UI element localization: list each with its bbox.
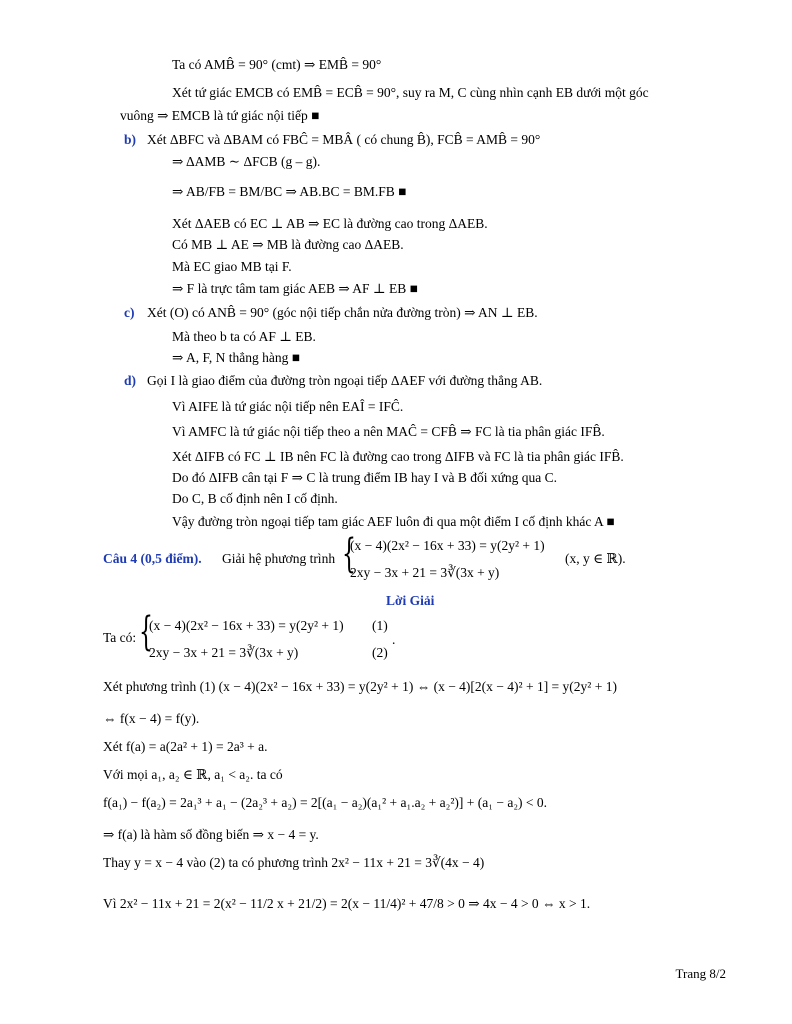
solution-step-7: Thay y = x − 4 vào (2) ta có phương trình 2x² − 11x + 21 = 3∛(4x − 4) — [103, 855, 485, 870]
part-a-line-2: Xét tứ giác EMCB có EMB̂ = ECB̂ = 90°, suy ra M, C cùng nhìn cạnh EB dưới một góc — [172, 85, 649, 100]
left-brace-icon: { — [342, 531, 356, 577]
solution-eq-1: (x − 4)(2x² − 16x + 33) = y(2y² + 1) — [149, 618, 344, 633]
solution-dot: . — [392, 632, 396, 647]
part-c-label: c) — [124, 305, 135, 320]
solution-step-3: Xét f(a) = a(2a² + 1) = 2a³ + a. — [103, 739, 268, 754]
question-4-title: Câu 4 (0,5 điểm). — [103, 551, 202, 566]
solution-step-4: Với mọi a₁, a₂ ∈ ℝ, a₁ < a₂. ta có — [103, 767, 283, 782]
part-b-line-6: Mà EC giao MB tại F. — [172, 259, 292, 274]
question-4-eq-1: (x − 4)(2x² − 16x + 33) = y(2y² + 1) — [350, 538, 545, 553]
solution-ta-co: Ta có: — [103, 630, 137, 645]
part-d-line-3: Vì AMFC là tứ giác nội tiếp theo a nên MAĈ = CFB̂ ⇒ FC là tia phân giác IFB̂. — [172, 424, 605, 439]
part-d-line-5: Do đó ΔIFB cân tại F ⇒ C là trung điểm IB hay I và B đối xứng qua C. — [172, 470, 558, 485]
part-c-line-3: ⇒ A, F, N thẳng hàng ■ — [172, 350, 300, 365]
part-b-line-2: ⇒ ΔAMB ∼ ΔFCB (g – g). — [172, 154, 321, 169]
part-b-line-7: ⇒ F là trực tâm tam giác AEB ⇒ AF ⊥ EB ■ — [172, 281, 418, 296]
part-a-line-3: vuông ⇒ EMCB là tứ giác nội tiếp ■ — [120, 108, 320, 123]
page-number: Trang 8/2 — [675, 966, 726, 981]
solution-step-1: Xét phương trình (1) (x − 4)(2x² − 16x + 33) = y(2y² + 1) ⇔ (x − 4)[2(x − 4)² + 1] = y(2y² + 1) — [103, 679, 617, 694]
part-d-line-2: Vì AIFE là tứ giác nội tiếp nên EAÎ = IFĈ. — [172, 399, 404, 414]
part-d-line-1: Gọi I là giao điểm của đường tròn ngoại tiếp ΔAEF với đường thẳng AB. — [147, 373, 543, 388]
solution-eq-1-tag: (1) — [372, 618, 388, 633]
part-d-line-4: Xét ΔIFB có FC ⊥ IB nên FC là đường cao trong ΔIFB và FC là tia phân giác IFB̂. — [172, 449, 624, 464]
part-b-label: b) — [124, 132, 137, 147]
part-a-line-1: Ta có AMB̂ = 90° (cmt) ⇒ EMB̂ = 90° — [172, 57, 382, 72]
solution-eq-2-tag: (2) — [372, 645, 388, 660]
part-b-line-1: Xét ΔBFC và ΔBAM có FBĈ = MBÂ ( có chung B̂), FCB̂ = AMB̂ = 90° — [147, 132, 541, 147]
part-c-line-2: Mà theo b ta có AF ⊥ EB. — [172, 329, 316, 344]
solution-step-6: ⇒ f(a) là hàm số đồng biến ⇒ x − 4 = y. — [103, 827, 319, 842]
part-b-line-4: Xét ΔAEB có EC ⊥ AB ⇒ EC là đường cao trong ΔAEB. — [172, 216, 488, 231]
solution-eq-2: 2xy − 3x + 21 = 3∛(3x + y) — [149, 645, 299, 660]
question-4-eq-2: 2xy − 3x + 21 = 3∛(3x + y) — [350, 565, 500, 580]
solution-step-8: Vì 2x² − 11x + 21 = 2(x² − 11/2 x + 21/2) = 2(x − 11/4)² + 47/8 > 0 ⇒ 4x − 4 > 0 ⇔ x > 1. — [103, 896, 591, 911]
solution-step-2: ⇔ f(x − 4) = f(y). — [103, 711, 200, 726]
solution-step-5: f(a₁) − f(a₂) = 2a₁³ + a₁ − (2a₂³ + a₂) = 2[(a₁ − a₂)(a₁² + a₁.a₂ + a₂²)] + (a₁ − a₂) < 0. — [103, 795, 548, 810]
part-d-label: d) — [124, 373, 137, 388]
part-b-line-3: ⇒ AB/FB = BM/BC ⇒ AB.BC = BM.FB ■ — [172, 184, 407, 199]
left-brace-icon: { — [139, 609, 153, 655]
part-d-line-7: Vậy đường tròn ngoại tiếp tam giác AEF luôn đi qua một điểm I cố định khác A ■ — [172, 514, 615, 529]
question-4-domain: (x, y ∈ ℝ). — [565, 551, 626, 566]
solution-heading: Lời Giải — [386, 593, 435, 608]
question-4-prompt: Giải hệ phương trình — [222, 551, 336, 566]
part-d-line-6: Do C, B cố định nên I cố định. — [172, 491, 338, 506]
part-b-line-5: Có MB ⊥ AE ⇒ MB là đường cao ΔAEB. — [172, 237, 404, 252]
part-c-line-1: Xét (O) có ANB̂ = 90° (góc nội tiếp chắn nửa đường tròn) ⇒ AN ⊥ EB. — [147, 305, 538, 320]
